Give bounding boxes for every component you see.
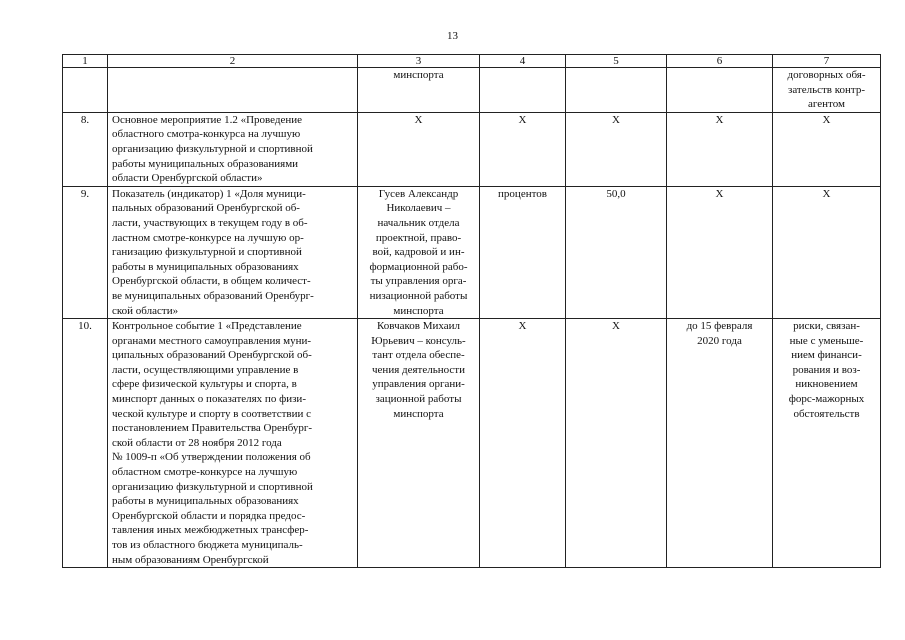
row-number-cell: 8. bbox=[63, 112, 108, 186]
cell-text-line: Х bbox=[715, 187, 724, 200]
plan-table bbox=[62, 54, 881, 568]
cell-text-line: договорных обя- bbox=[787, 69, 866, 81]
risks-cell bbox=[773, 68, 881, 113]
cell-text-line: нием финанси- bbox=[791, 349, 862, 362]
cell-text-line: до 15 февраля bbox=[686, 320, 753, 333]
risks-cell bbox=[773, 186, 881, 318]
cell-text-line: ты управления орга- bbox=[370, 275, 467, 288]
column-header: 7 bbox=[773, 55, 881, 68]
cell-text-line: минспорта bbox=[393, 407, 444, 420]
cell-text-line: ластном смотре-конкурсе на лучшую ор- bbox=[112, 231, 304, 244]
cell-text-line: тавления иных межбюджетных трансфер- bbox=[112, 524, 309, 537]
column-header: 1 bbox=[63, 55, 108, 68]
cell-text-line: областного смотра-конкурса на лучшую bbox=[112, 128, 301, 141]
cell-text-line: Николаевич – bbox=[386, 202, 451, 215]
cell-text-line: Х bbox=[612, 320, 620, 333]
cell-text-line: тов из областного бюджета муниципаль- bbox=[112, 539, 303, 551]
responsible-cell bbox=[358, 112, 480, 186]
cell-text-line: тант отдела обеспе- bbox=[372, 349, 465, 362]
row-number-cell: 9. bbox=[63, 186, 108, 318]
risks-cell bbox=[773, 112, 881, 186]
cell-text-line: Оренбургской области и порядка предос- bbox=[112, 509, 306, 522]
cell-text-line: процентов bbox=[498, 187, 547, 200]
cell-text-line: Х bbox=[822, 113, 831, 126]
cell-text-line: агентом bbox=[808, 98, 845, 111]
measure-name-cell bbox=[108, 319, 358, 568]
cell-text-line: работы в муниципальных образованиях bbox=[112, 495, 299, 508]
cell-text-line: риски, связан- bbox=[793, 320, 860, 333]
cell-text-line: рования и воз- bbox=[792, 363, 861, 376]
cell-text-line: ской области от 28 ноября 2012 года bbox=[112, 436, 282, 449]
deadline-cell bbox=[667, 186, 773, 318]
cell-text-line: органами местного самоуправления муни- bbox=[112, 334, 312, 347]
cell-text-line: формационной рабо- bbox=[369, 260, 468, 273]
unit-cell bbox=[480, 112, 566, 186]
page-number: 13 bbox=[447, 30, 458, 42]
table-row bbox=[63, 112, 881, 186]
cell-text-line: никновением bbox=[795, 378, 858, 391]
risks-cell bbox=[773, 319, 881, 568]
responsible-cell bbox=[358, 319, 480, 568]
unit-cell bbox=[480, 319, 566, 568]
cell-text-line: работы муниципальных образованиями bbox=[112, 157, 299, 170]
cell-text-line: ные с уменьше- bbox=[789, 334, 864, 347]
measure-name-cell bbox=[108, 68, 358, 113]
measure-name-cell bbox=[108, 112, 358, 186]
deadline-cell bbox=[667, 319, 773, 568]
table-row bbox=[63, 319, 881, 568]
unit-cell bbox=[480, 186, 566, 318]
unit-cell bbox=[480, 68, 566, 113]
column-header: 3 bbox=[358, 55, 480, 68]
cell-text-line: низационной работы bbox=[369, 289, 468, 302]
row-number-cell: 10. bbox=[63, 319, 108, 568]
cell-text-line: минспорт данных о показателях по физи- bbox=[112, 393, 306, 406]
cell-text-line: ципальных образований Оренбургской об- bbox=[112, 349, 312, 362]
cell-text-line: Контрольное событие 1 «Представление bbox=[112, 320, 302, 333]
cell-text-line: ской области» bbox=[112, 304, 179, 317]
cell-text-line: Х bbox=[518, 320, 527, 333]
cell-text-line: форс-мажорных bbox=[788, 393, 865, 406]
column-header: 2 bbox=[108, 55, 358, 68]
cell-text-line: Х bbox=[612, 113, 620, 126]
cell-text-line: 50,0 bbox=[606, 187, 626, 200]
value-cell bbox=[566, 186, 667, 318]
cell-text-line: областном смотре-конкурсе на лучшую bbox=[112, 466, 298, 479]
cell-text-line: вой, кадровой и ин- bbox=[372, 246, 465, 259]
cell-text-line: Х bbox=[715, 113, 724, 126]
table-row bbox=[63, 68, 881, 113]
cell-text-line: организацию физкультурной и спортивной bbox=[112, 142, 313, 155]
cell-text-line: Основное мероприятие 1.2 «Проведение bbox=[112, 113, 303, 126]
value-cell bbox=[566, 68, 667, 113]
cell-text-line: Оренбургской области, в общем количест- bbox=[112, 275, 311, 288]
cell-text-line: пальных образований Оренбургской об- bbox=[112, 202, 300, 215]
cell-text-line: минспорта bbox=[393, 304, 444, 317]
responsible-cell bbox=[358, 68, 480, 113]
value-cell bbox=[566, 112, 667, 186]
cell-text-line: чения деятельности bbox=[372, 363, 465, 376]
cell-text-line: ным образованиям Оренбургской bbox=[112, 553, 269, 566]
cell-text-line: зационной работы bbox=[375, 393, 462, 406]
cell-text-line: ганизацию физкультурной и спортивной bbox=[112, 246, 302, 259]
responsible-cell bbox=[358, 186, 480, 318]
cell-text-line: Х bbox=[414, 113, 423, 126]
cell-text-line: работы в муниципальных образованиях bbox=[112, 260, 299, 273]
column-number-row bbox=[63, 55, 881, 68]
cell-text-line: организацию физкультурной и спортивной bbox=[112, 480, 313, 493]
value-cell bbox=[566, 319, 667, 568]
cell-text-line: Х bbox=[518, 113, 527, 126]
cell-text-line: Показатель (индикатор) 1 «Доля муници- bbox=[112, 187, 306, 200]
cell-text-line: № 1009-п «Об утверждении положения об bbox=[112, 451, 311, 464]
column-header: 4 bbox=[480, 55, 566, 68]
row-number-cell bbox=[63, 68, 108, 113]
cell-text-line: 2020 года bbox=[697, 334, 742, 347]
cell-text-line: Ковчаков Михаил bbox=[377, 320, 460, 333]
cell-text-line: обстоятельств bbox=[793, 407, 860, 420]
cell-text-line: минспорта bbox=[393, 69, 444, 81]
cell-text-line: ческой культуре и спорту в соответствии с bbox=[112, 407, 311, 420]
cell-text-line: Гусев Александр bbox=[378, 187, 459, 200]
cell-text-line: Х bbox=[822, 187, 831, 200]
deadline-cell bbox=[667, 112, 773, 186]
cell-text-line: постановлением Правительства Оренбург- bbox=[112, 422, 313, 435]
cell-text-line: ласти, участвующих в текущем году в об- bbox=[112, 216, 308, 229]
cell-text-line: ласти, осуществляющими управление в bbox=[112, 363, 299, 376]
cell-text-line: Юрьевич – консуль- bbox=[371, 334, 466, 347]
cell-text-line: управления органи- bbox=[372, 378, 465, 391]
cell-text-line: сфере физической культуры и спорта, в bbox=[112, 378, 297, 391]
column-header: 5 bbox=[566, 55, 667, 68]
cell-text-line: проектной, право- bbox=[375, 231, 462, 244]
column-header: 6 bbox=[667, 55, 773, 68]
measure-name-cell bbox=[108, 186, 358, 318]
cell-text-line: ве муниципальных образований Оренбург- bbox=[112, 289, 314, 302]
cell-text-line: начальник отдела bbox=[377, 216, 460, 229]
table-row bbox=[63, 186, 881, 318]
cell-text-line: области Оренбургской области» bbox=[112, 172, 263, 185]
cell-text-line: зательств контр- bbox=[787, 83, 866, 96]
deadline-cell bbox=[667, 68, 773, 113]
